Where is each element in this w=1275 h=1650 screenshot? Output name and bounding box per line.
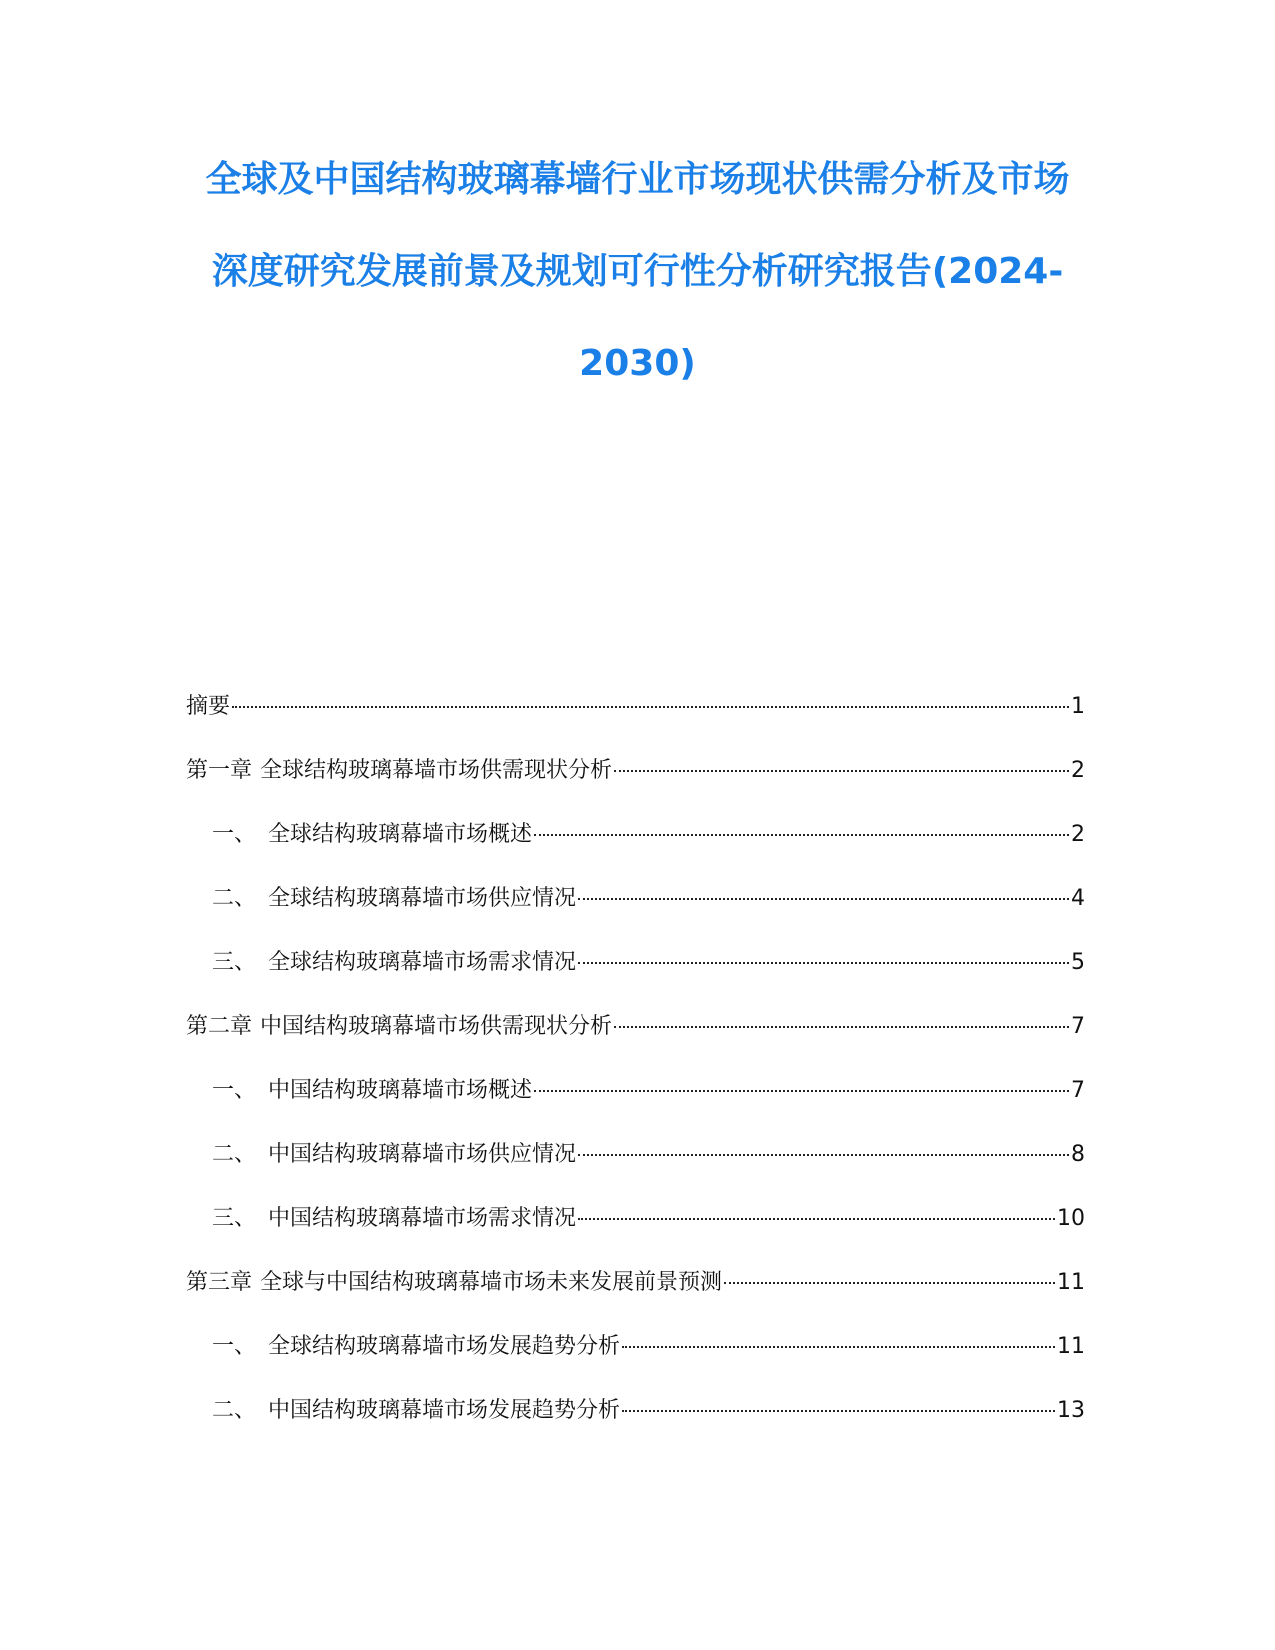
toc-dot-leader: [614, 770, 1069, 772]
toc-entry-3-2[interactable]: [186, 1396, 1085, 1460]
toc-entry-chapter-2[interactable]: [186, 1012, 1085, 1076]
toc-dot-leader: [724, 1282, 1055, 1284]
toc-page-number: 2: [1071, 758, 1085, 783]
toc-dot-leader: [578, 962, 1069, 964]
toc-entry-label: 全球结构玻璃幕墙市场供需现状分析: [260, 758, 613, 783]
toc-dot-leader: [578, 898, 1069, 900]
toc-page-number: 4: [1071, 886, 1085, 911]
toc-section-prefix: 一、: [212, 1078, 257, 1103]
toc-dot-leader: [578, 1154, 1069, 1156]
toc-chapter-prefix: 第一章: [186, 758, 253, 783]
toc-section-prefix: 二、: [212, 1142, 257, 1167]
report-title: [150, 150, 1125, 426]
toc-entry-1-2[interactable]: [186, 884, 1085, 948]
toc-page-number: 13: [1057, 1398, 1085, 1423]
toc-entry-label: 摘要: [186, 694, 231, 719]
toc-dot-leader: [534, 834, 1069, 836]
toc-entry-1-3[interactable]: [186, 948, 1085, 1012]
toc-page-number: 11: [1057, 1334, 1085, 1359]
toc-entry-chapter-1[interactable]: [186, 756, 1085, 820]
toc-page-number: 1: [1071, 694, 1085, 719]
toc-dot-leader: [622, 1346, 1055, 1348]
toc-page-number: 11: [1057, 1270, 1085, 1295]
toc-section-prefix: 一、: [212, 822, 257, 847]
toc-entry-label: 中国结构玻璃幕墙市场发展趋势分析: [268, 1398, 621, 1423]
toc-page-number: 7: [1071, 1014, 1085, 1039]
toc-dot-leader: [622, 1410, 1055, 1412]
toc-page-number: 2: [1071, 822, 1085, 847]
toc-entry-label: 中国结构玻璃幕墙市场需求情况: [268, 1206, 577, 1231]
toc-section-prefix: 一、: [212, 1334, 257, 1359]
toc-entry-label: 中国结构玻璃幕墙市场供应情况: [268, 1142, 577, 1167]
toc-entry-label: 全球结构玻璃幕墙市场发展趋势分析: [268, 1334, 621, 1359]
toc-entry-chapter-3[interactable]: [186, 1268, 1085, 1332]
title-line-3: 2030): [579, 343, 696, 384]
toc-chapter-prefix: 第三章: [186, 1270, 253, 1295]
toc-entry-2-2[interactable]: [186, 1140, 1085, 1204]
title-line-2: 深度研究发展前景及规划可行性分析研究报告(2024-: [211, 251, 1064, 292]
toc-page-number: 10: [1057, 1206, 1085, 1231]
toc-page-number: 5: [1071, 950, 1085, 975]
toc-entry-abstract[interactable]: [186, 692, 1085, 756]
toc-section-prefix: 二、: [212, 1398, 257, 1423]
toc-entry-label: 中国结构玻璃幕墙市场概述: [268, 1078, 533, 1103]
toc-section-prefix: 三、: [212, 950, 257, 975]
toc-dot-leader: [614, 1026, 1069, 1028]
table-of-contents: [186, 692, 1085, 1460]
toc-dot-leader: [578, 1218, 1055, 1220]
toc-entry-label: 全球结构玻璃幕墙市场概述: [268, 822, 533, 847]
title-line-1: 全球及中国结构玻璃幕墙行业市场现状供需分析及市场: [205, 159, 1070, 200]
toc-entry-2-1[interactable]: [186, 1076, 1085, 1140]
toc-chapter-prefix: 第二章: [186, 1014, 253, 1039]
toc-dot-leader: [232, 706, 1069, 708]
toc-section-prefix: 二、: [212, 886, 257, 911]
toc-section-prefix: 三、: [212, 1206, 257, 1231]
toc-entry-3-1[interactable]: [186, 1332, 1085, 1396]
toc-entry-2-3[interactable]: [186, 1204, 1085, 1268]
toc-entry-label: 全球结构玻璃幕墙市场需求情况: [268, 950, 577, 975]
toc-dot-leader: [534, 1090, 1069, 1092]
toc-entry-label: 中国结构玻璃幕墙市场供需现状分析: [260, 1014, 613, 1039]
toc-entry-label: 全球与中国结构玻璃幕墙市场未来发展前景预测: [260, 1270, 723, 1295]
toc-page-number: 7: [1071, 1078, 1085, 1103]
toc-page-number: 8: [1071, 1142, 1085, 1167]
toc-entry-label: 全球结构玻璃幕墙市场供应情况: [268, 886, 577, 911]
toc-entry-1-1[interactable]: [186, 820, 1085, 884]
